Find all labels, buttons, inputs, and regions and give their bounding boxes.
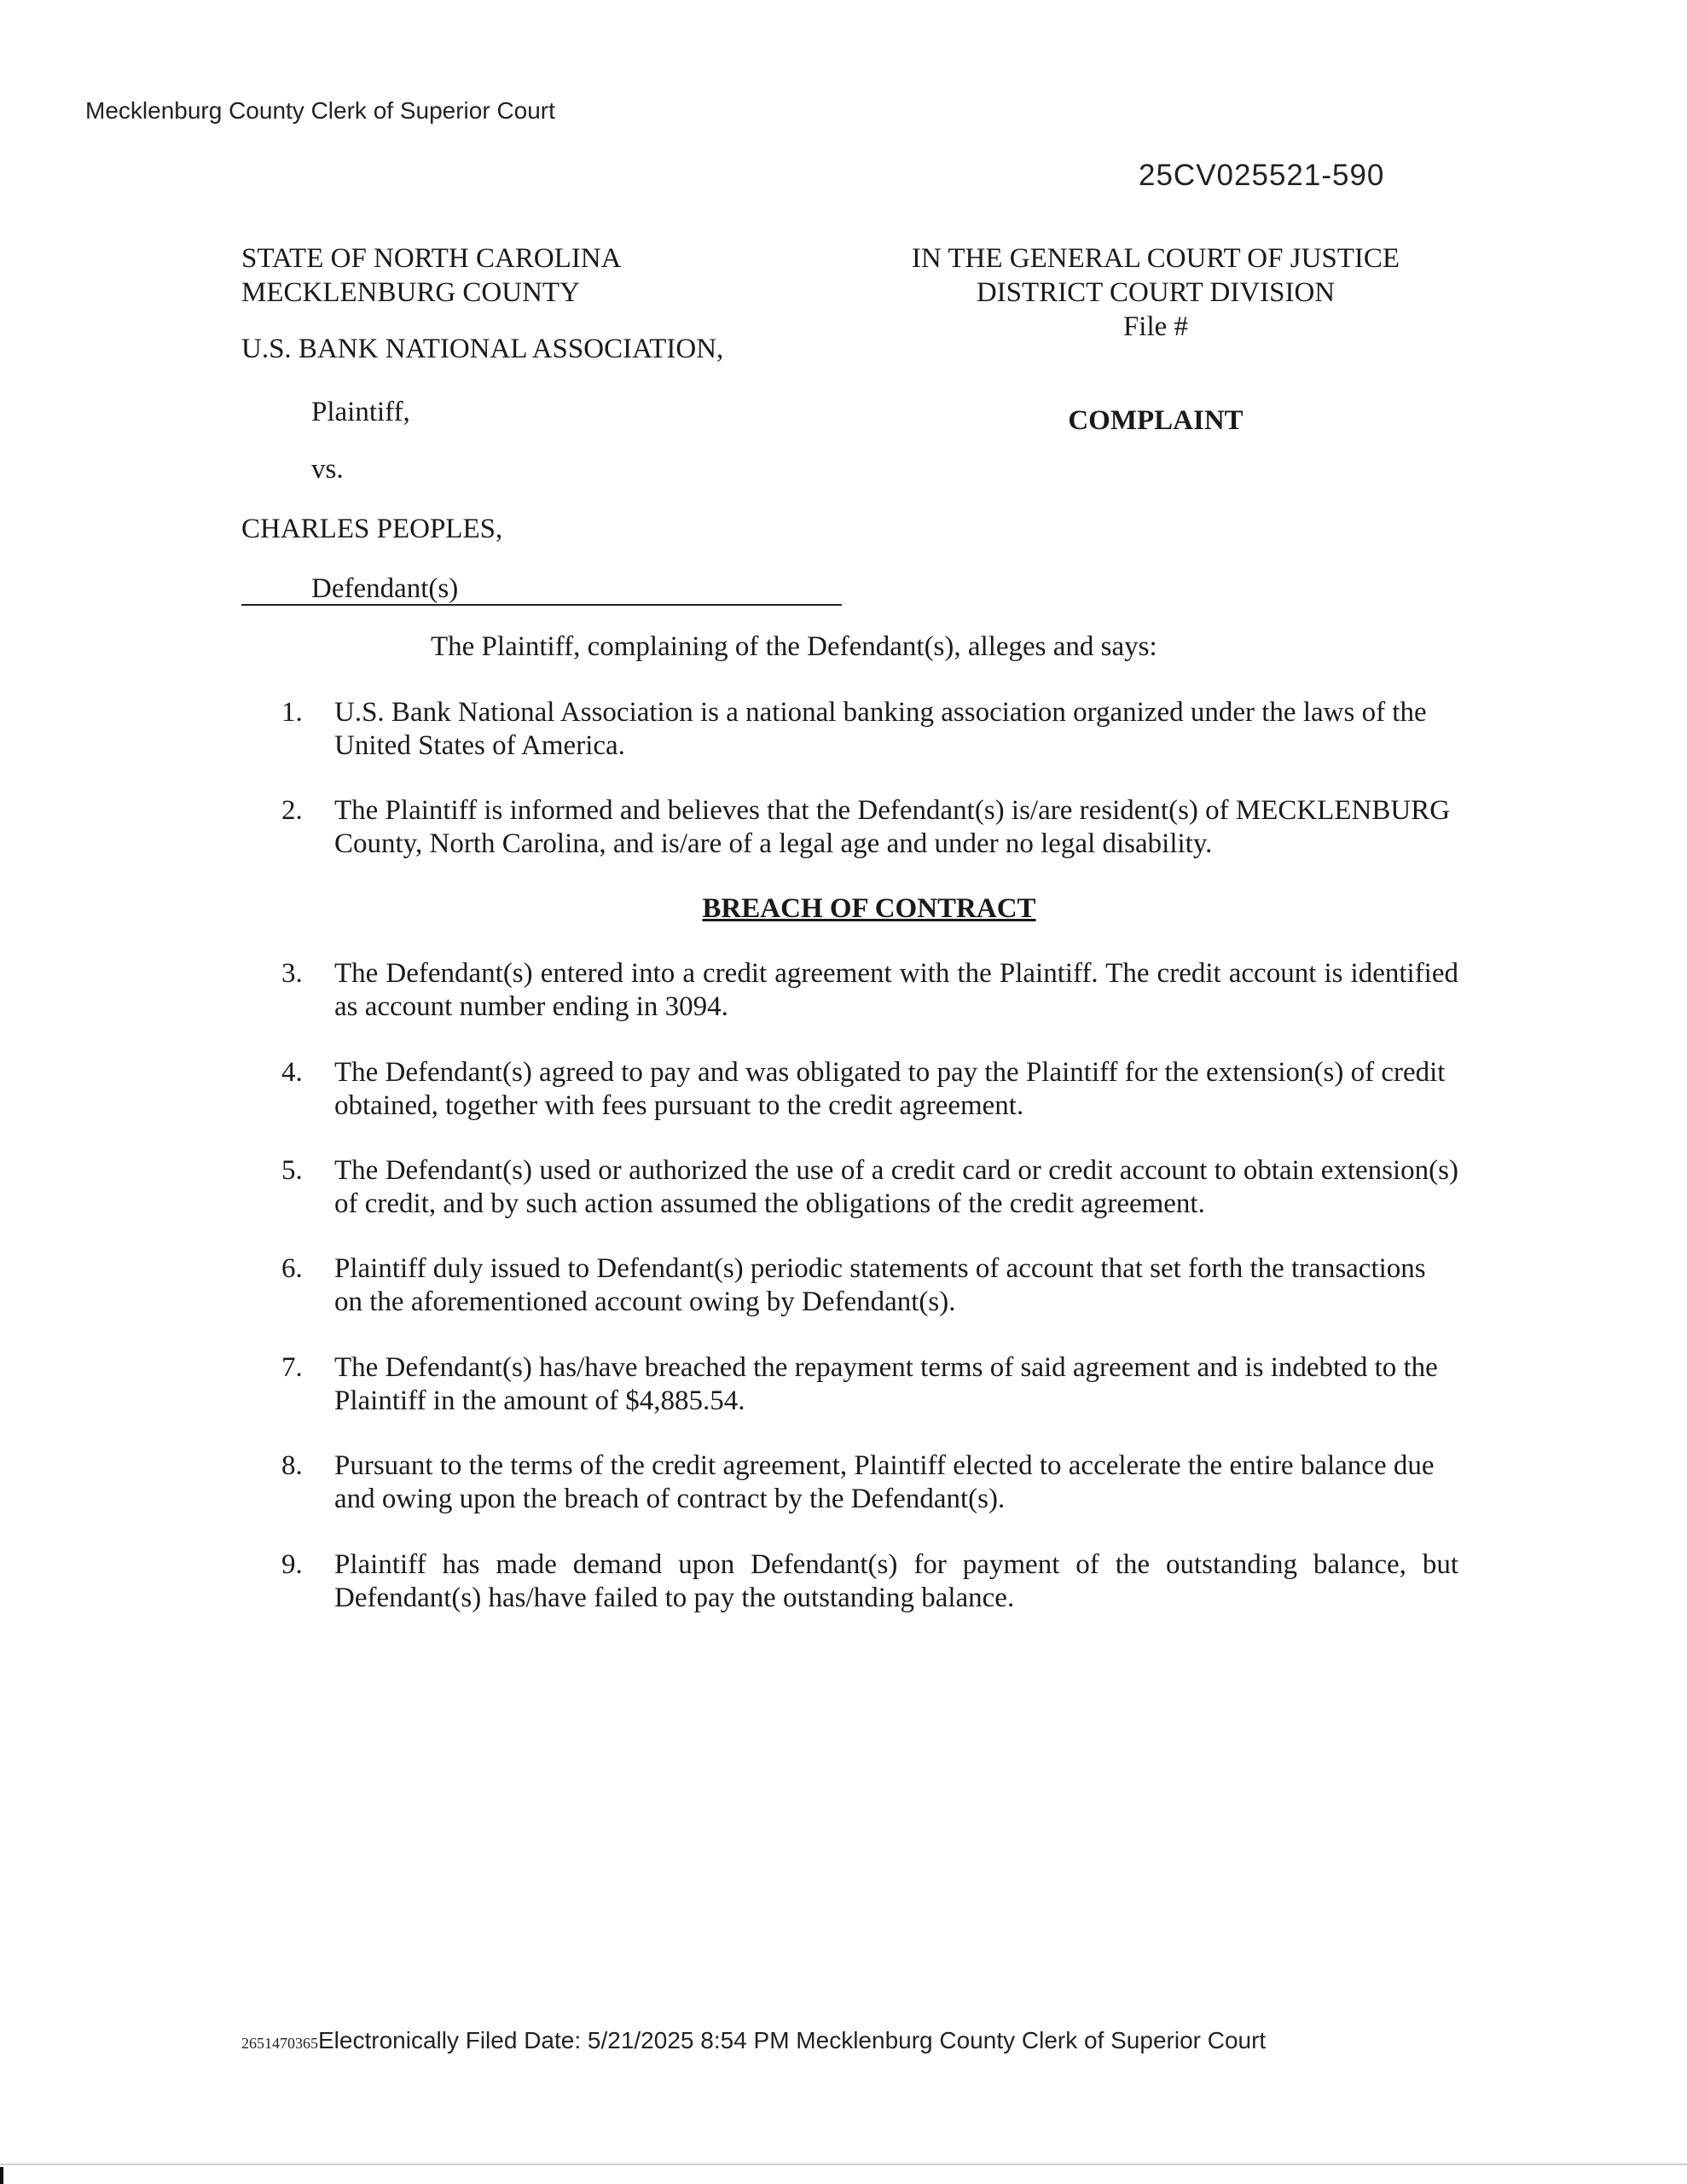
allegation-paragraph [281, 1252, 1458, 1319]
paragraph-number: 4. [281, 1057, 303, 1088]
paragraph-number: 2. [281, 795, 303, 826]
paragraph-number: 7. [281, 1352, 303, 1383]
paragraph-text: The Defendant(s) entered into a credit agreement with the Plaintiff. The credit account is identified as account number ending in 3094. [334, 958, 1458, 1022]
paragraph-number: 5. [281, 1155, 303, 1186]
file-number-label: File # [1122, 311, 1189, 342]
paragraph-text: U.S. Bank National Association is a national banking association organized under the laws of the United States of America. [334, 697, 1427, 761]
case-number: 25CV025521-590 [1139, 159, 1385, 192]
allegation-paragraph [281, 1449, 1458, 1516]
allegation-paragraph [281, 957, 1458, 1024]
county-line: MECKLENBURG COUNTY [241, 277, 580, 308]
allegation-paragraph [281, 794, 1458, 861]
plaintiff-label: Plaintiff, [311, 397, 410, 427]
paragraph-number: 8. [281, 1450, 303, 1481]
document-id: 2651470365 [241, 2035, 318, 2052]
division-line: DISTRICT COURT DIVISION [976, 277, 1336, 308]
defendant-label: Defendant(s) [311, 573, 459, 604]
clerk-header: Mecklenburg County Clerk of Superior Court [85, 97, 555, 124]
allegation-paragraph [281, 1548, 1458, 1615]
caption-divider [241, 604, 842, 606]
allegation-paragraph [281, 696, 1458, 763]
allegation-paragraph [281, 1056, 1458, 1123]
paragraph-number: 9. [281, 1549, 303, 1580]
court-line: IN THE GENERAL COURT OF JUSTICE [911, 243, 1400, 274]
scan-edge-line [0, 2164, 1687, 2165]
defendant-name: CHARLES PEOPLES, [241, 514, 503, 544]
paragraph-text: The Defendant(s) agreed to pay and was obligated to pay the Plaintiff for the extension(s) of credit obtained, together with fees pursuant to the credit agreement. [334, 1057, 1446, 1121]
paragraph-number: 6. [281, 1253, 303, 1284]
document-title: COMPLAINT [1068, 405, 1244, 436]
plaintiff-name: U.S. BANK NATIONAL ASSOCIATION, [241, 334, 724, 364]
complaint-intro: The Plaintiff, complaining of the Defendant(s), alleges and says: [431, 631, 1157, 662]
filed-stamp: Electronically Filed Date: 5/21/2025 8:54 PM Mecklenburg County Clerk of Superior Court [318, 2027, 1267, 2053]
section-heading: BREACH OF CONTRACT [702, 893, 1036, 924]
allegation-paragraph [281, 1154, 1458, 1221]
caption-venue [241, 241, 621, 310]
versus-label: vs. [311, 454, 344, 485]
filing-footer [241, 2027, 1266, 2054]
paragraph-text: The Defendant(s) used or authorized the use of a credit card or credit account to obtain extension(s) of credit, and by such action assumed the obligations of the credit agreement. [334, 1155, 1458, 1219]
caption-court [878, 241, 1433, 344]
paragraph-text: Pursuant to the terms of the credit agreement, Plaintiff elected to accelerate the entire balance due and owing upon the breach of contract by the Defendant(s). [334, 1450, 1435, 1514]
state-line: STATE OF NORTH CAROLINA [241, 243, 622, 274]
paragraph-text: Plaintiff has made demand upon Defendant(s) for payment of the outstanding balance, but Defendant(s) has/have failed to pay the outstanding balance. [334, 1549, 1458, 1613]
paragraph-text: Plaintiff duly issued to Defendant(s) periodic statements of account that set forth the transactions on the aforementioned account owing by Defendant(s). [334, 1253, 1426, 1317]
allegation-paragraph [281, 1351, 1458, 1418]
scan-mark [0, 2167, 3, 2184]
paragraph-number: 1. [281, 697, 303, 728]
paragraph-number: 3. [281, 958, 303, 989]
paragraph-text: The Defendant(s) has/have breached the repayment terms of said agreement and is indebted to the Plaintiff in the amount of $4,885.54. [334, 1352, 1438, 1416]
paragraph-text: The Plaintiff is informed and believes that the Defendant(s) is/are resident(s) of MECKLENBURG County, North Carolina, and is/are of a legal age and under no legal disability. [334, 795, 1451, 859]
